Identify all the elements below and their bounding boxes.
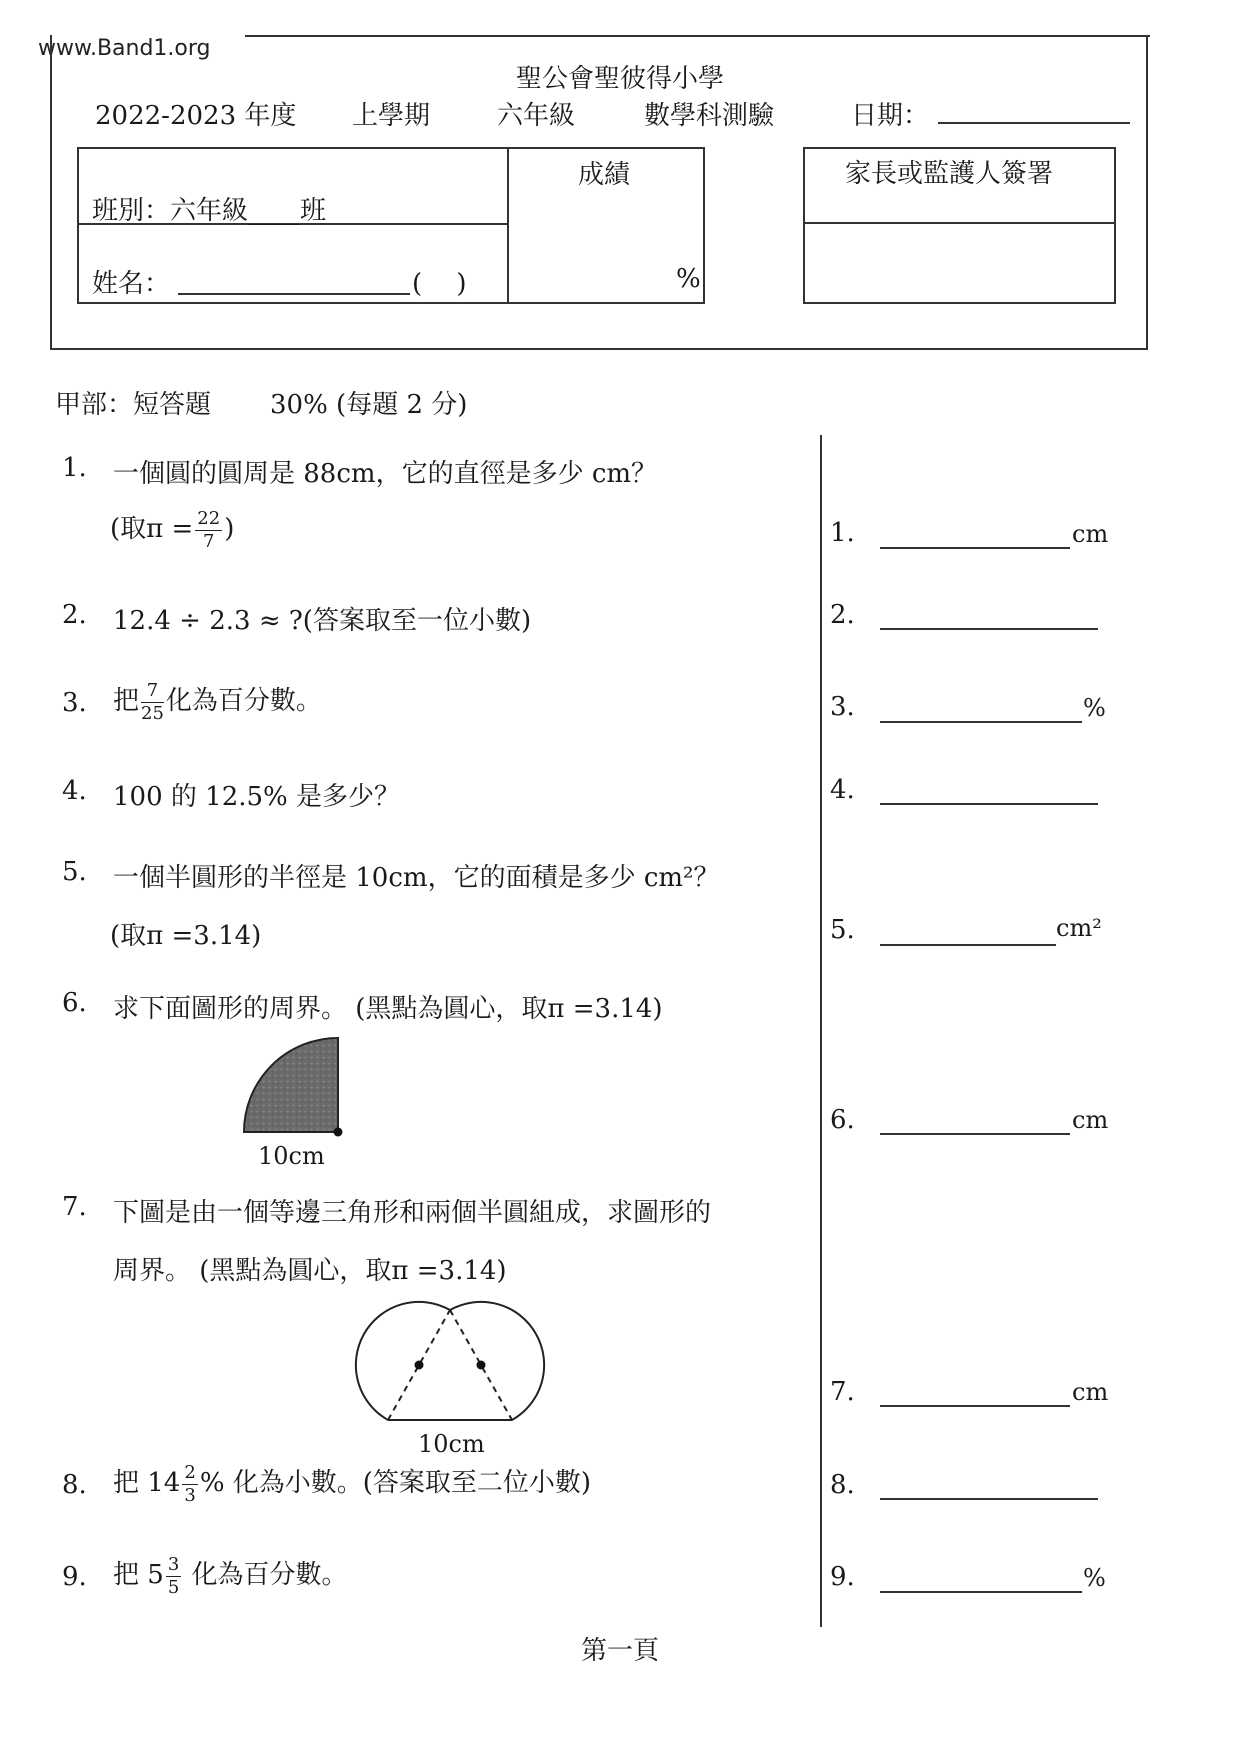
answer-5-field[interactable] — [880, 944, 1056, 946]
answer-4-number: 4. — [830, 775, 855, 805]
question-9-text: 把 5 $\frac{3}{5}$ 化為百分數。 — [113, 1553, 348, 1598]
question-1-pi-note: (取π = $\frac{22}{7}$ ) — [110, 507, 235, 552]
answer-7-unit: cm — [1072, 1378, 1109, 1406]
school-name: 聖公會聖彼得小學 — [515, 64, 724, 94]
question-1-text: 一個圓的圓周是 88cm，它的直徑是多少 cm？ — [113, 459, 658, 489]
question-7-text-cont: 周界。 (黑點為圓心，取π =3.14) — [113, 1256, 507, 1286]
grade: 六年級 — [497, 101, 576, 131]
question-6-number: 6. — [62, 988, 87, 1018]
question-7-figure-label: 10cm — [418, 1430, 485, 1458]
answer-9-number: 9. — [830, 1562, 855, 1592]
date-label: 日期： — [851, 101, 930, 131]
class-label: 班別：六年級____班 — [92, 196, 327, 226]
section-title: 甲部：短答題 — [55, 390, 212, 420]
signature-field[interactable] — [806, 226, 1112, 300]
answer-6-number: 6. — [830, 1105, 855, 1135]
answer-6-unit: cm — [1072, 1106, 1109, 1134]
answer-3-field[interactable] — [880, 721, 1082, 723]
answer-8-number: 8. — [830, 1470, 855, 1500]
answer-3-number: 3. — [830, 692, 855, 722]
student-number-field[interactable]: ( ) — [412, 269, 467, 299]
question-9-number: 9. — [62, 1562, 87, 1592]
table-divider — [507, 147, 509, 304]
answer-9-field[interactable] — [880, 1591, 1082, 1593]
answer-3-unit: % — [1083, 694, 1106, 722]
question-6-text: 求下面圖形的周界。 (黑點為圓心，取π =3.14) — [113, 994, 663, 1024]
page-number: 第一頁 — [580, 1636, 659, 1666]
question-3-number: 3. — [62, 688, 87, 718]
question-7-number: 7. — [62, 1192, 87, 1222]
question-7-text: 下圖是由一個等邊三角形和兩個半圓組成，求圖形的 — [113, 1198, 712, 1228]
date-field[interactable] — [938, 122, 1130, 124]
question-5-pi-note: (取π =3.14) — [110, 921, 262, 951]
answer-2-field[interactable] — [880, 628, 1098, 630]
subject: 數學科測驗 — [644, 101, 775, 131]
question-6-figure-label: 10cm — [258, 1142, 325, 1170]
answer-9-unit: % — [1083, 1564, 1106, 1592]
question-5-number: 5. — [62, 857, 87, 887]
answer-7-field[interactable] — [880, 1405, 1070, 1407]
name-label: 姓名： — [92, 269, 171, 299]
school-year: 2022-2023 年度 — [95, 101, 297, 131]
answer-7-number: 7. — [830, 1377, 855, 1407]
answer-6-field[interactable] — [880, 1133, 1070, 1135]
question-8-number: 8. — [62, 1470, 87, 1500]
watermark: www.Band1.org — [38, 36, 211, 61]
answer-8-field[interactable] — [880, 1498, 1098, 1500]
answer-5-number: 5. — [830, 915, 855, 945]
question-4-number: 4. — [62, 776, 87, 806]
question-2-text: 12.4 ÷ 2.3 ≈ ?(答案取至一位小數) — [113, 606, 532, 636]
question-8-text: 把 14 $\frac{2}{3}$ % 化為小數。(答案取至二位小數) — [113, 1461, 592, 1506]
answer-1-number: 1. — [830, 518, 855, 548]
question-5-text: 一個半圓形的半徑是 10cm，它的面積是多少 cm²？ — [113, 863, 720, 893]
signature-divider — [803, 222, 1116, 224]
section-weight: 30% (每題 2 分) — [270, 390, 468, 420]
answer-1-unit: cm — [1072, 520, 1109, 548]
term: 上學期 — [352, 101, 431, 131]
triangle-semicircles-figure — [352, 1298, 548, 1428]
score-label: 成績 — [578, 160, 631, 190]
question-2-number: 2. — [62, 600, 87, 630]
score-percent: % — [676, 264, 701, 294]
quarter-circle-figure — [238, 1032, 348, 1140]
answer-5-unit: cm² — [1056, 914, 1102, 942]
answer-1-field[interactable] — [880, 547, 1070, 549]
answer-4-field[interactable] — [880, 803, 1098, 805]
signature-label: 家長或監護人簽署 — [845, 159, 1054, 189]
answer-column-divider — [820, 435, 822, 1627]
question-1-number: 1. — [62, 453, 87, 483]
question-3-text: 把 $\frac{7}{25}$ 化為百分數。 — [113, 679, 322, 724]
question-4-text: 100 的 12.5% 是多少？ — [113, 782, 401, 812]
answer-2-number: 2. — [830, 600, 855, 630]
name-field[interactable] — [178, 293, 410, 295]
